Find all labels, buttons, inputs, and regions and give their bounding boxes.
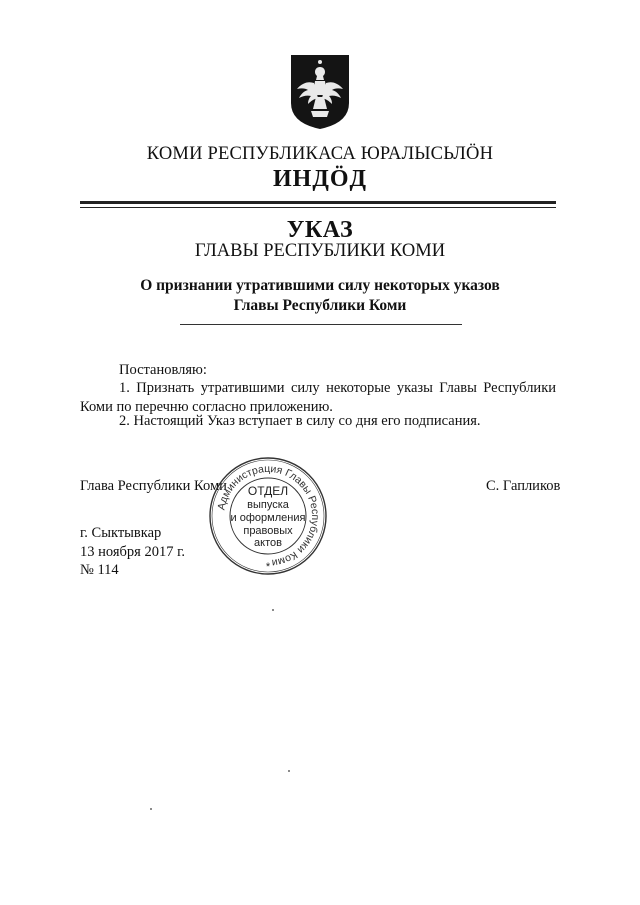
stamp-line-5: актов bbox=[254, 537, 282, 549]
stamp-ring-text: Администрация Главы Республики Коми bbox=[215, 462, 322, 569]
stamp-line-3: и оформления bbox=[230, 512, 306, 524]
decree-title: УКАЗ bbox=[286, 217, 354, 243]
decree-subject bbox=[0, 276, 640, 316]
stamp-line-4: правовых bbox=[243, 525, 293, 537]
header-komi-line: КОМИ РЕСПУБЛИКАСА ЮРАЛЫСЬЛӦН bbox=[146, 144, 494, 164]
subject-underline bbox=[180, 324, 462, 325]
official-stamp bbox=[207, 455, 329, 577]
scan-speck bbox=[288, 770, 290, 772]
decree-number: № 114 bbox=[80, 562, 119, 578]
header-divider-thin bbox=[80, 207, 556, 208]
body-item-1: 1. Признать утратившими силу некоторые указы Главы Республики Коми по перечню согласно приложению. bbox=[80, 380, 556, 415]
body-item-2: 2. Настоящий Указ вступает в силу со дня его подписания. bbox=[119, 413, 481, 429]
stamp-line-1: ОТДЕЛ bbox=[247, 484, 289, 498]
place-city: г. Сыктывкар bbox=[80, 525, 162, 541]
subject-line-1: О признании утратившими силу некоторых указов bbox=[140, 277, 500, 294]
signature-name: С. Гапликов bbox=[486, 478, 561, 494]
coat-of-arms-emblem bbox=[289, 53, 351, 131]
scan-speck bbox=[150, 808, 152, 810]
place-date: 13 ноября 2017 г. bbox=[80, 544, 186, 560]
header-divider-thick bbox=[80, 201, 556, 204]
subject-line-2: Главы Республики Коми bbox=[233, 297, 407, 314]
stamp-line-2: выпуска bbox=[247, 499, 289, 511]
stamp-star: * bbox=[265, 561, 271, 573]
body-intro: Постановляю: bbox=[119, 362, 207, 378]
scan-speck bbox=[272, 609, 274, 611]
header-komi-title: ИНДӦД bbox=[272, 166, 368, 192]
decree-subtitle: ГЛАВЫ РЕСПУБЛИКИ КОМИ bbox=[194, 241, 446, 261]
signature-position: Глава Республики Коми bbox=[80, 478, 227, 494]
